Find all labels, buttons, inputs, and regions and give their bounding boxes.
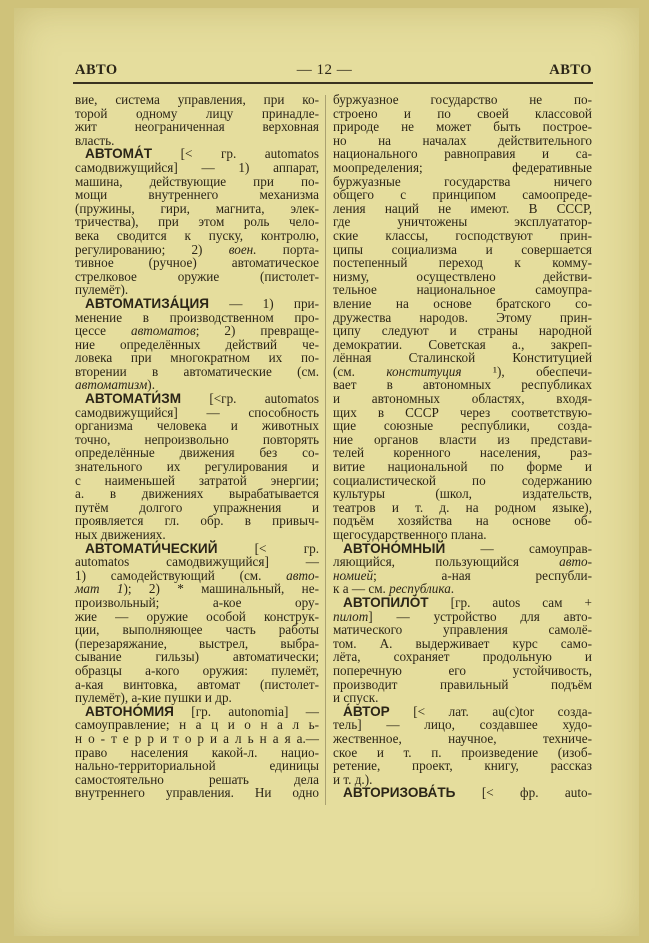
text-line	[75, 786, 319, 800]
text-line	[75, 283, 319, 297]
text-line	[75, 202, 319, 216]
text-line	[75, 107, 319, 121]
text-line	[75, 664, 319, 678]
text-line	[75, 351, 319, 365]
text-run: с наименьшей затратой энергии;	[75, 472, 319, 488]
text-run: тель] — лицо, создавшее худо-	[333, 717, 592, 733]
text-run: вление на основе братского со-	[333, 295, 592, 311]
text-run: к а — см.	[333, 581, 390, 597]
text-line	[75, 406, 319, 420]
text-run: щих в СССР через соответствую-	[333, 404, 592, 420]
headword: АВТОМА́Т	[85, 146, 153, 162]
text-line	[333, 718, 592, 732]
text-run: мощи внутреннего механизма	[75, 187, 319, 203]
text-run: ние определённых действий че-	[75, 336, 319, 352]
text-run: [гр. autonomia] —	[173, 703, 319, 719]
text-run: щие союзные республики, созда-	[333, 418, 592, 434]
text-line	[75, 460, 319, 474]
text-run: демократии. Советская а., закреп-	[333, 336, 592, 352]
column-divider	[325, 95, 326, 805]
text-run: пулемёт), а-кие пушки и др.	[75, 690, 232, 706]
italic-reference: авто-	[559, 554, 592, 570]
text-run: власть.	[75, 132, 115, 148]
text-run: (перезаряжание, выстрел, выбра-	[75, 635, 319, 651]
text-line	[333, 610, 592, 624]
text-run: цессе	[75, 323, 131, 339]
text-run: 1) самодействующий (см.	[75, 567, 287, 583]
text-run: матического управления самолё-	[333, 622, 592, 638]
text-run: ных движениях.	[75, 527, 166, 542]
text-run: подъём хозяйства на основе об-	[333, 513, 592, 529]
headword: А́ВТОР	[343, 703, 390, 719]
text-run: ретение, проект, книгу, рассказ	[333, 758, 592, 774]
text-run: витие национальной по форме и	[333, 459, 592, 475]
text-run: лёта, сохраняет продольную и	[333, 649, 592, 665]
text-line	[75, 270, 319, 284]
text-line	[75, 555, 319, 569]
text-run: жит неограниченная верховная	[75, 119, 319, 135]
headword: АВТОМАТИЗА́ЦИЯ	[85, 295, 209, 311]
text-run: — 1) при-	[209, 295, 319, 311]
text-run: поперечную его устойчивость,	[333, 662, 592, 678]
text-run: ; 2) превраще-	[195, 323, 319, 339]
text-line	[333, 243, 592, 257]
text-run: и спуск.	[333, 690, 379, 706]
headword: АВТОМАТИ́ЧЕСКИЙ	[85, 540, 218, 556]
text-line	[333, 637, 592, 651]
text-run: знательного их регулирования и	[75, 459, 319, 475]
text-line	[333, 120, 592, 134]
page-number: — 12 —	[296, 62, 353, 78]
text-line	[333, 324, 592, 338]
text-run: где уничтожены эксплуататор-	[333, 214, 592, 230]
text-run: общего с принципом самоопреде-	[333, 187, 592, 203]
text-run: [< фр. auto-	[455, 785, 592, 801]
text-line	[75, 623, 319, 637]
text-line	[75, 93, 319, 107]
text-line	[333, 229, 592, 243]
text-run: самодвижущийся] — способность	[75, 404, 319, 420]
italic-reference: пилот	[333, 608, 369, 624]
text-line	[75, 188, 319, 202]
text-line	[75, 773, 319, 787]
text-run: [< лат. au(c)tor созда-	[389, 703, 592, 719]
text-run: — самоуправ-	[445, 540, 592, 556]
text-run: том. А. выдерживает курс само-	[333, 635, 592, 651]
text-line	[75, 746, 319, 760]
text-run: но на началах действительного	[333, 132, 592, 148]
text-run: низму, осуществлено действи-	[333, 268, 592, 284]
text-run: самодвижущийся] — 1) аппарат,	[75, 159, 319, 175]
text-run: вторении в автоматические (см.	[75, 363, 319, 379]
running-head-left: АВТО	[75, 62, 118, 78]
text-line	[333, 161, 592, 175]
text-run: ние органов власти из представи-	[333, 431, 592, 447]
text-line	[333, 528, 592, 542]
text-run: вает в автономных республиках	[333, 377, 592, 393]
text-run: жественное, научное, техниче-	[333, 730, 592, 746]
text-line	[333, 338, 592, 352]
headword: АВТОНО́МИЯ	[85, 703, 174, 719]
text-line	[75, 256, 319, 270]
text-line	[333, 215, 592, 229]
text-line	[333, 188, 592, 202]
text-line	[333, 582, 592, 596]
text-line	[75, 487, 319, 501]
text-run: ловека при многократном их по-	[75, 350, 319, 366]
text-run: телей коренного населения, раз-	[333, 445, 592, 461]
text-line	[333, 569, 592, 583]
text-run: внутреннего управления. Ни одно	[75, 785, 319, 801]
running-head-right: АВТО	[549, 62, 592, 78]
header-rule	[73, 82, 593, 84]
text-run: .	[450, 581, 455, 597]
text-run: путём долгого упражнения и	[75, 499, 319, 515]
text-run: automatos самодвижущийся] —	[75, 554, 319, 570]
text-run: а-кая винтовка, автомат (пистолет-	[75, 676, 319, 692]
text-run: (пружины, гири, магнита, элек-	[75, 200, 319, 216]
text-line	[75, 582, 319, 596]
text-run: производит правильный подъём	[333, 676, 592, 692]
text-line	[333, 460, 592, 474]
text-line	[333, 487, 592, 501]
italic-reference: воен.	[228, 241, 257, 257]
text-line	[333, 270, 592, 284]
text-run: и т. д.).	[333, 771, 373, 787]
text-run: лённая Сталинской Конституцией	[333, 350, 592, 366]
text-line	[333, 311, 592, 325]
entry-headline	[333, 786, 592, 800]
text-line	[333, 678, 592, 692]
text-line	[75, 338, 319, 352]
text-run: моопределения; федеративные	[333, 159, 592, 175]
text-run: [< гр.	[217, 540, 319, 556]
text-run: ципу следуют и страны народной	[333, 323, 592, 339]
text-run: строено и по своей классовой	[333, 105, 592, 121]
text-run: тельное национальное самоупра-	[333, 282, 592, 298]
text-line	[333, 378, 592, 392]
text-line	[333, 93, 592, 107]
text-line	[333, 514, 592, 528]
text-line	[75, 637, 319, 651]
text-run: ); 2) * машинальный, не-	[123, 581, 319, 597]
text-run: дружества народов. Этому прин-	[333, 309, 592, 325]
text-line	[75, 501, 319, 515]
text-run: [<гр. automatos	[181, 391, 319, 407]
italic-reference: мат 1	[75, 581, 124, 597]
text-run: постепенный переход к комму-	[333, 255, 592, 271]
text-run: буржуазное государство не по-	[333, 92, 592, 107]
text-line	[333, 759, 592, 773]
entry-headline	[75, 392, 319, 406]
text-run: порта-	[256, 241, 320, 257]
text-line	[75, 419, 319, 433]
text-run: менение в производственном про-	[75, 309, 319, 325]
text-run: ские классы, господствуют прин-	[333, 227, 592, 243]
text-run: ское и т. п. произведение (изоб-	[333, 744, 592, 760]
text-run: (см.	[333, 363, 387, 379]
text-run: торой одному лицу принадле-	[75, 105, 319, 121]
text-line	[333, 433, 592, 447]
italic-reference: конституция	[386, 363, 462, 379]
text-run: точно, непроизвольно повторять	[75, 431, 319, 447]
text-line	[75, 365, 319, 379]
text-run: право населения какой-л. нацио-	[75, 744, 319, 760]
text-run: культуры (школ, издательств,	[333, 486, 592, 502]
text-run: ).	[147, 377, 155, 393]
headword: АВТОПИЛО́Т	[343, 594, 429, 610]
text-run: машина, действующие при по-	[75, 173, 319, 189]
text-run: регулированию; 2)	[75, 241, 229, 257]
column-right	[333, 93, 592, 800]
text-run: ции, выполняющее часть работы	[75, 622, 319, 638]
headword: АВТОРИЗОВА́ТЬ	[343, 785, 456, 801]
italic-reference: республика	[389, 581, 451, 597]
text-line	[333, 147, 592, 161]
text-line	[333, 746, 592, 760]
text-run: ляющийся, пользующийся	[333, 554, 560, 570]
text-line	[333, 773, 592, 787]
headword: АВТОНО́МНЫЙ	[343, 540, 446, 556]
text-line	[75, 433, 319, 447]
text-run: сывание гильзы) автоматически;	[75, 649, 319, 665]
text-run: ципы социализма и совершается	[333, 241, 592, 257]
text-run: определённые движения без со-	[75, 445, 319, 461]
entry-headline	[333, 542, 592, 556]
text-line	[333, 351, 592, 365]
text-run: нально-территориальной единицы	[75, 758, 319, 774]
text-line	[333, 256, 592, 270]
entry-headline	[75, 297, 319, 311]
column-left	[75, 93, 319, 800]
text-line	[75, 718, 319, 732]
text-run: проявляется гл. обр. в привыч-	[75, 513, 319, 529]
text-line	[333, 392, 592, 406]
text-line	[75, 569, 319, 583]
entry-headline	[75, 542, 319, 556]
text-run: природе не может быть построе-	[333, 119, 592, 135]
text-run: самоуправление; н а ц и о н а л ь-	[75, 717, 319, 733]
text-run: театров и т. д. на родном языке),	[333, 499, 592, 515]
text-line	[75, 134, 319, 148]
text-run: ] — устройство для авто-	[368, 608, 592, 624]
text-line	[75, 120, 319, 134]
text-line	[75, 378, 319, 392]
text-line	[75, 215, 319, 229]
text-line	[333, 446, 592, 460]
text-run: жие — оружие особой конструк-	[75, 608, 319, 624]
text-run: самостоятельно решать дела	[75, 771, 319, 787]
text-run: [< гр. automatos	[152, 146, 319, 162]
text-run: а. в движениях вырабатывается	[75, 486, 319, 502]
text-line	[75, 474, 319, 488]
text-line	[333, 691, 592, 705]
italic-reference: автоматов	[130, 323, 196, 339]
text-line	[333, 297, 592, 311]
text-line	[333, 650, 592, 664]
text-line	[333, 419, 592, 433]
text-line	[333, 474, 592, 488]
entry-headline	[333, 596, 592, 610]
text-line	[75, 175, 319, 189]
text-line	[333, 406, 592, 420]
text-run: социалистической по содержанию	[333, 472, 592, 488]
text-line	[75, 243, 319, 257]
text-run: вие, система управления, при ко-	[75, 92, 319, 107]
text-line	[333, 107, 592, 121]
text-run: стрелковое оружие (пистолет-	[75, 268, 319, 284]
text-line	[333, 134, 592, 148]
italic-reference: номией	[333, 567, 374, 583]
entry-headline	[333, 705, 592, 719]
text-line	[333, 664, 592, 678]
text-line	[75, 691, 319, 705]
text-line	[333, 365, 592, 379]
text-line	[75, 596, 319, 610]
text-line	[333, 501, 592, 515]
text-run: ; а-ная республи-	[373, 567, 592, 583]
text-line	[75, 229, 319, 243]
text-line	[333, 623, 592, 637]
text-run: тричества), при этом роль чело-	[75, 214, 319, 230]
text-line	[75, 678, 319, 692]
italic-reference: авто-	[286, 567, 319, 583]
text-line	[75, 446, 319, 460]
text-run: произвольный; а-кое ору-	[75, 594, 319, 610]
text-line	[75, 161, 319, 175]
text-run: н о - т е р р и т о р и а л ь н а я а.—	[75, 730, 319, 746]
text-line	[75, 311, 319, 325]
headword: АВТОМАТИ́ЗМ	[85, 391, 182, 407]
text-run: буржуазные государства ничего	[333, 173, 592, 189]
text-run: ления наций не имеют. В СССР,	[333, 200, 592, 216]
text-run: организма человека и животных	[75, 418, 319, 434]
text-line	[75, 650, 319, 664]
text-run: образцы а-кого оружия: пулемёт,	[75, 662, 319, 678]
text-line	[75, 732, 319, 746]
text-line	[333, 732, 592, 746]
text-run: щегосударственного плана.	[333, 527, 487, 542]
text-line	[75, 759, 319, 773]
entry-headline	[75, 147, 319, 161]
italic-reference: автоматизм	[75, 377, 148, 393]
text-run: и автономных областях, входя-	[333, 391, 592, 407]
text-line	[333, 283, 592, 297]
text-run: века сводится к пуску, контролю,	[75, 227, 319, 243]
text-run: ¹), обеспечи-	[461, 363, 592, 379]
text-line	[75, 610, 319, 624]
text-line	[333, 202, 592, 216]
text-line	[333, 555, 592, 569]
text-run: тивное (ручное) автоматическое	[75, 255, 319, 271]
text-line	[75, 324, 319, 338]
text-run: пулемёт).	[75, 282, 129, 298]
text-line	[333, 175, 592, 189]
text-run: [гр. autos сам +	[428, 594, 592, 610]
text-line	[75, 528, 319, 542]
entry-headline	[75, 705, 319, 719]
text-line	[75, 514, 319, 528]
text-run: национального равноправия и са-	[333, 146, 592, 162]
